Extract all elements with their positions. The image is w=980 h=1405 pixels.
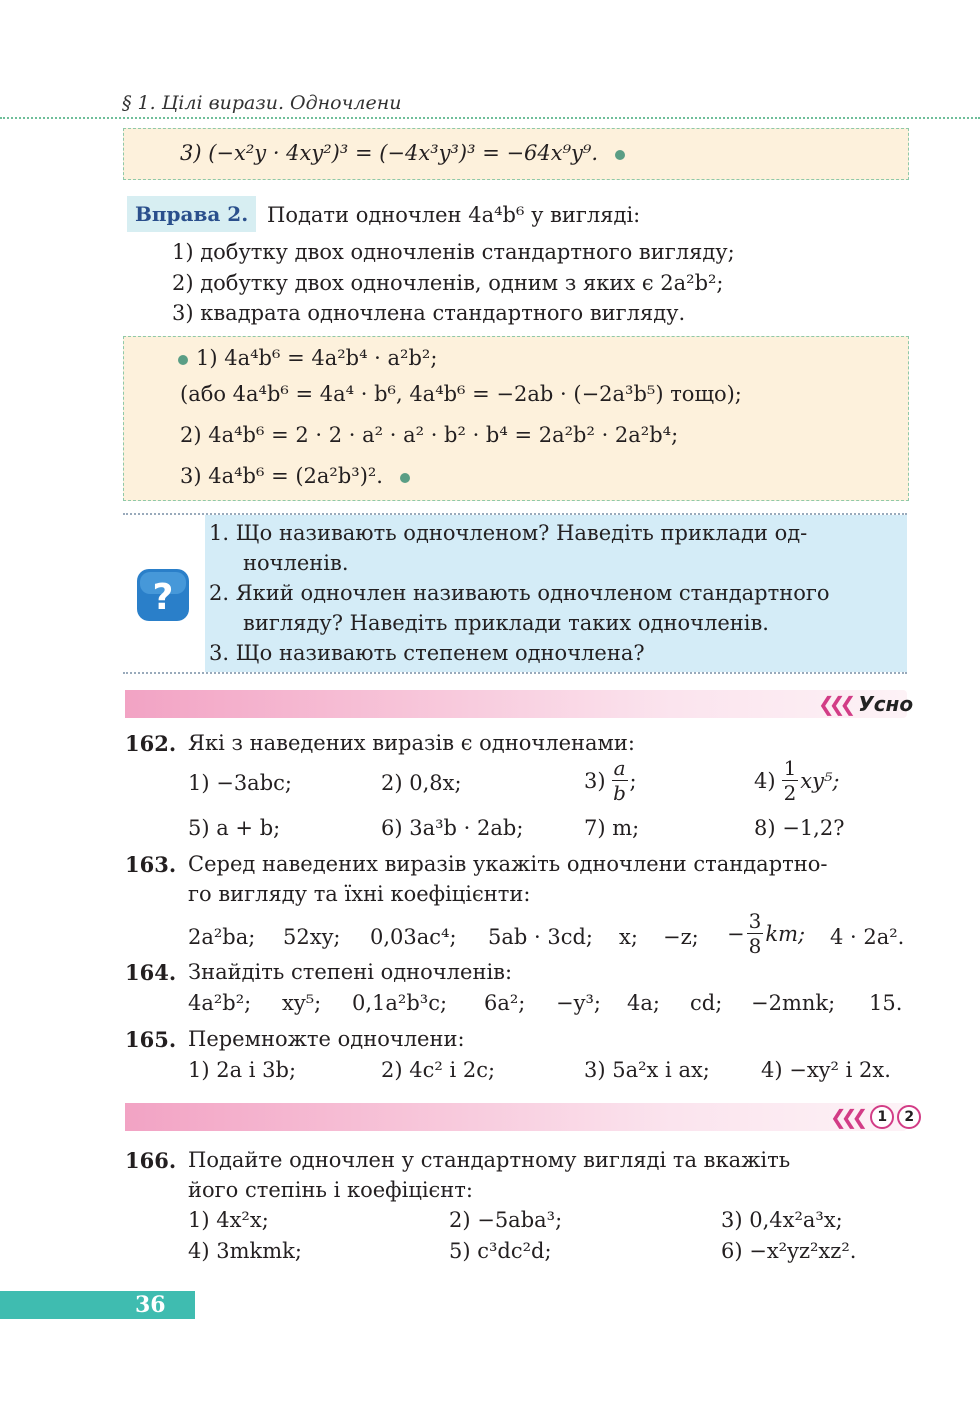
questions-bottom-dots [123,672,907,674]
exercise-item-2: 2) добутку двох одночленів, одним з яких є 2a²b²; [172,271,724,295]
chevrons-icon: ❮❮❮ [830,1105,863,1129]
section-title: § 1. Цілі вирази. Одночлени [122,92,402,114]
problem-162-text: Які з наведених виразів є одночленами: [188,731,635,755]
oral-band [125,690,907,718]
p163-expr-8: 4 · 2a². [830,925,905,949]
p162-item-5: 5) a + b; [188,816,281,840]
formula-text: 3) (−x²y · 4xy²)³ = (−4x³y³)³ = −64x⁹y⁹. [180,141,599,165]
p165-item-2: 2) 4c² і 2c; [381,1058,496,1082]
solution2-line-4 [180,464,410,488]
problem-166-number: 166. [125,1148,177,1173]
denominator: 2 [783,781,797,805]
p165-item-1: 1) 2a і 3b; [188,1058,297,1082]
p164-expr-7: cd; [690,991,723,1015]
level-2-badge [897,1105,921,1129]
numerator: 1 [783,756,797,780]
numerator: 3 [748,909,762,933]
solution-top-formula [180,141,625,165]
p164-expr-4: 6a²; [484,991,526,1015]
p166-item-1: 1) 4x²x; [188,1208,269,1232]
problem-163-text-1: Серед наведених виразів укажіть одночлени стандартно- [188,852,828,876]
chevrons-icon: ❮❮❮ [818,692,851,716]
solution2-line-1: 1) 4a⁴b⁶ = 4a²b⁴ · a²b²; [196,346,438,370]
svg-text:?: ? [152,577,174,618]
p165-item-4: 4) −xy² і 2x. [761,1058,891,1082]
p166-item-4: 4) 3mkmk; [188,1239,302,1263]
end-bullet-icon [400,473,410,483]
p163-expr-2: 52xy; [283,925,341,949]
p164-expr-2: xy⁵; [282,991,322,1015]
header-divider [0,117,980,119]
p166-item-6: 6) −x²yz²xz². [721,1239,857,1263]
question-2a: 2. Який одночлен називають одночленом стандартного [209,581,830,605]
exercise-item-1: 1) добутку двох одночленів стандартного вигляду; [172,240,735,264]
p166-item-2: 2) −5aba³; [449,1208,563,1232]
page-number-bar [0,1291,195,1319]
exercise-item-3: 3) квадрата одночлена стандартного вигляду. [172,301,686,325]
p162-item-7: 7) m; [584,816,640,840]
problem-166-text-1: Подайте одночлен у стандартному вигляді та вкажіть [188,1148,791,1172]
level-badges [830,1103,921,1131]
question-mark-icon [134,566,192,624]
formula-text: 3) 4a⁴b⁶ = (2a²b³)². [180,464,383,488]
p164-expr-8: −2mnk; [751,991,836,1015]
fraction-three-eighths [747,911,764,956]
p164-expr-5: −y³; [556,991,601,1015]
solution2-line-2: (або 4a⁴b⁶ = 4a⁴ · b⁶, 4a⁴b⁶ = −2ab · (−2a³b⁵) тощо); [180,382,742,406]
question-1b: ночленів. [243,551,349,575]
problem-164-number: 164. [125,960,177,985]
p162-item-8: 8) −1,2? [754,816,845,840]
problem-165-number: 165. [125,1027,177,1052]
oral-band-label [818,690,913,718]
p163-expr-6: −z; [663,925,699,949]
p162-item-3 [584,758,637,803]
level-band [125,1103,907,1131]
monomial: km; [765,921,806,946]
p164-expr-6: 4a; [627,991,660,1015]
level-2-label: 2 [904,1109,915,1125]
level-1-badge [870,1105,894,1129]
problem-163-text-2: го вигляду та їхні коефіцієнти: [188,882,531,906]
level-1-label: 1 [877,1109,888,1125]
fraction-one-half [782,758,799,803]
p164-expr-9: 15. [869,991,903,1015]
question-1a: 1. Що називають одночленом? Наведіть приклади од- [209,521,808,545]
p163-expr-4: 5ab · 3cd; [488,925,593,949]
p163-expr-3: 0,03ac⁴; [370,925,457,949]
p162-item-1: 1) −3abc; [188,771,292,795]
problem-166-text-2: його степінь і коефіцієнт: [188,1178,473,1202]
p162-item-4 [754,758,840,803]
p162-item-6: 6) 3a³b · 2ab; [381,816,524,840]
exercise-label: Вправа 2. [127,196,256,232]
question-2b: вигляду? Наведіть приклади таких одночленів. [243,611,769,635]
p163-expr-7 [727,911,805,956]
problem-164-text: Знайдіть степені одночленів: [188,960,513,984]
minus-sign: − [727,921,745,946]
oral-label: Усно [858,692,914,716]
p165-item-3: 3) 5a²x і ax; [584,1058,710,1082]
p163-expr-1: 2a²ba; [188,925,256,949]
p166-item-3: 3) 0,4x²a³x; [721,1208,843,1232]
exercise-statement: Подати одночлен 4a⁴b⁶ у вигляді: [267,203,641,227]
p164-expr-1: 4a²b²; [188,991,252,1015]
p166-item-5: 5) c³dc²d; [449,1239,552,1263]
monomial: xy⁵; [800,768,840,793]
fraction-a-over-b [612,758,628,803]
problem-165-text: Перемножте одночлени: [188,1027,465,1051]
semicolon: ; [629,768,637,793]
item-label: 4) [754,768,776,793]
numerator: a [613,756,626,780]
problem-162-number: 162. [125,731,177,756]
end-bullet-icon [615,150,625,160]
p163-expr-5: x; [619,925,638,949]
problem-163-number: 163. [125,852,177,877]
solution2-line-3: 2) 4a⁴b⁶ = 2 · 2 · a² · a² · b² · b⁴ = 2a²b² · 2a²b⁴; [180,423,679,447]
p162-item-2: 2) 0,8x; [381,771,462,795]
start-bullet-icon [178,355,188,365]
item-label: 3) [584,768,606,793]
p164-expr-3: 0,1a²b³c; [352,991,448,1015]
question-3: 3. Що називають степенем одночлена? [209,641,645,665]
page-number: 36 [135,1292,166,1318]
denominator: 8 [748,934,762,958]
denominator: b [613,781,626,805]
